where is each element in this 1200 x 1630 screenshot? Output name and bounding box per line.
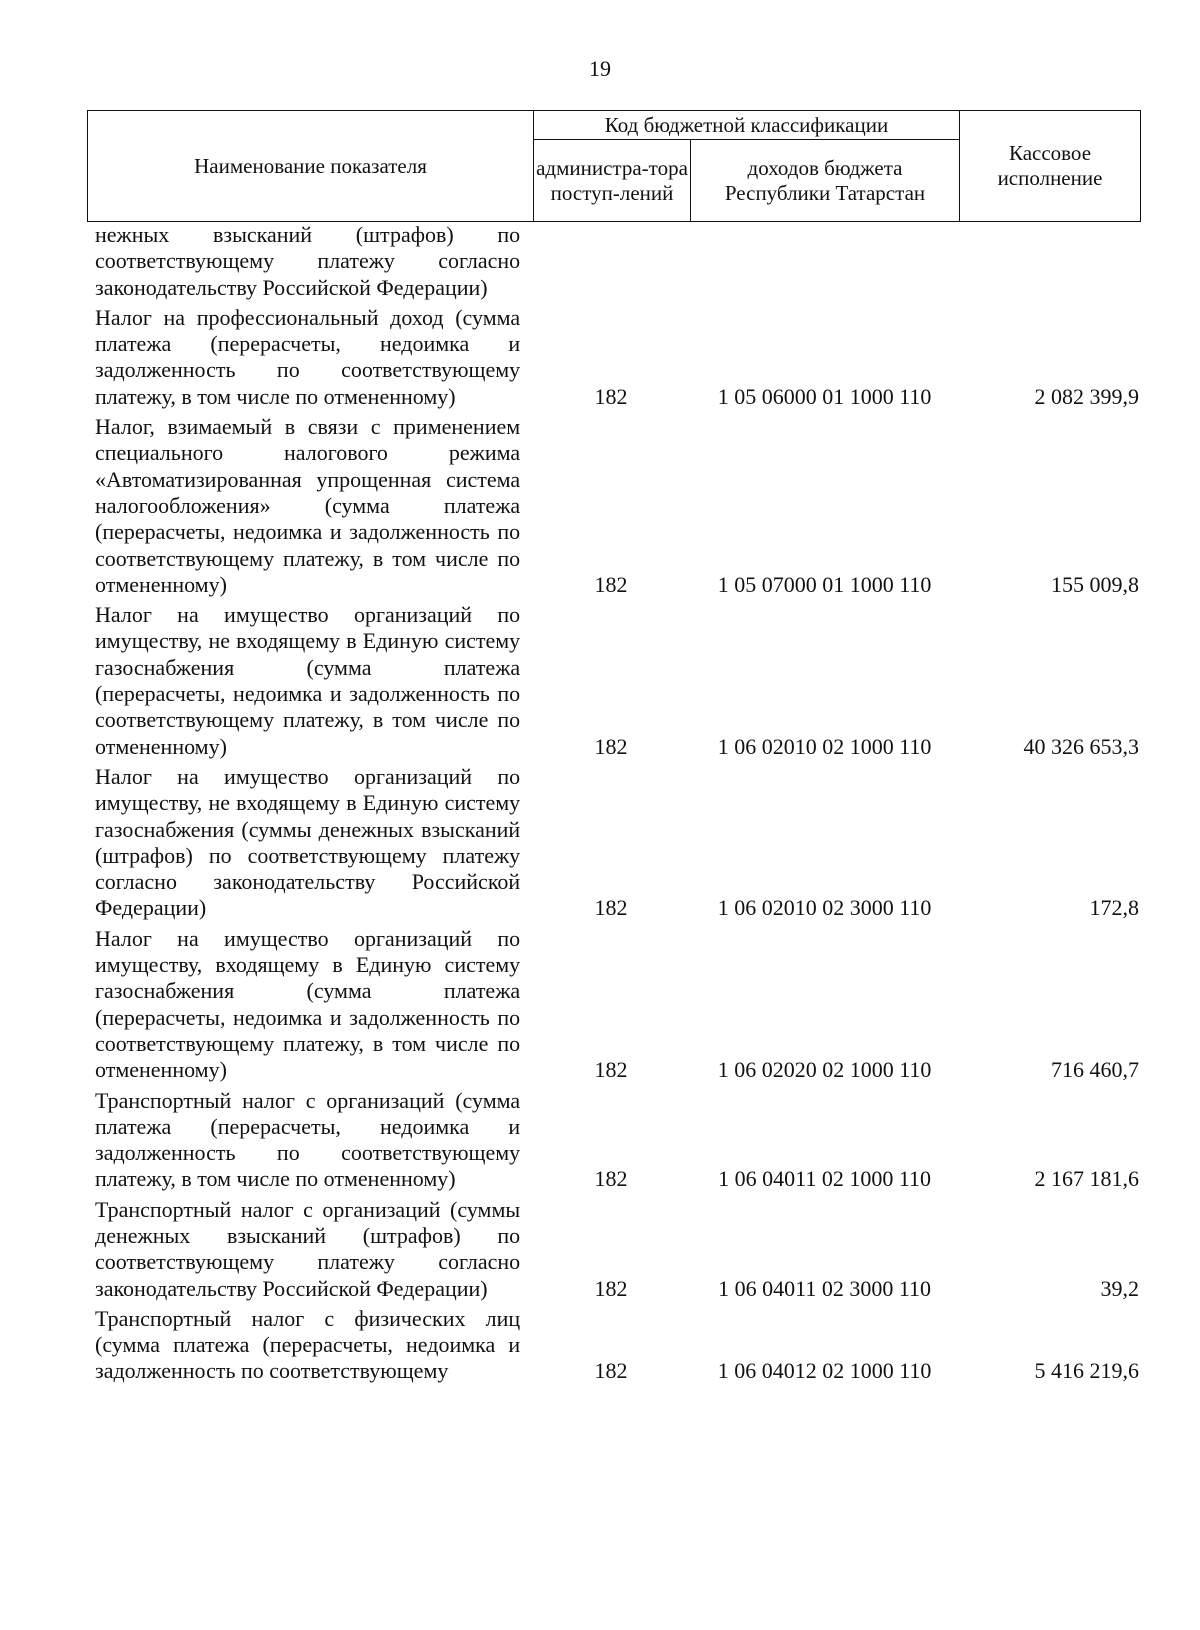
table-row (87, 764, 1141, 922)
income-code: 1 06 04011 02 1000 110 (718, 1166, 932, 1192)
indicator-name: Транспортный налог с организаций (сумма платежа (перерасчеты, недоимка и задолженность по соответствующему платежу, в том числе по отмененному) (95, 1087, 521, 1192)
cash-amount: 172,8 (1089, 895, 1139, 921)
income-code: 1 06 02020 02 1000 110 (717, 1057, 932, 1083)
admin-code: 182 (594, 895, 628, 921)
cash-amount: 155 009,8 (1051, 571, 1139, 597)
indicator-name: Налог, взимаемый в связи с применением специального налогового режима «Автоматизированная упрощенная система налогообложения» (сумма платежа (перерасчеты, недоимка и задолженность по соответствующему платежу, в том числе по отмененному) (95, 414, 521, 597)
admin-code: 182 (594, 733, 628, 759)
table-row (87, 1306, 1141, 1385)
table-row (87, 305, 1141, 410)
indicator-name: Налог на имущество организаций по имуществу, не входящему в Единую систему газоснабжения (сумма платежа (перерасчеты, недоимка и задолженность по соответствующему платежу, в том числе по отмененному) (95, 602, 521, 759)
indicator-name: Налог на имущество организаций по имуществу, входящему в Единую систему газоснабжения (сумма платежа (перерасчеты, недоимка и задолженность по соответствующему платежу, в том числе по отмененному) (95, 925, 521, 1083)
indicator-name: Транспортный налог с физических лиц (сумма платежа (перерасчеты, недоимка и задолженность по соответствующему (95, 1305, 521, 1384)
income-code: 1 06 02010 02 1000 110 (717, 733, 932, 759)
income-code: 1 05 07000 01 1000 110 (717, 571, 932, 597)
cash-amount: 5 416 219,6 (1034, 1358, 1139, 1384)
cash-amount: 2 082 399,9 (1034, 383, 1139, 409)
page-number: 19 (589, 56, 611, 81)
header-indicator-name: Наименование показателя (87, 110, 534, 222)
admin-code: 182 (594, 1057, 628, 1083)
admin-code: 182 (594, 1358, 628, 1384)
admin-code: 182 (594, 1275, 628, 1301)
income-code: 1 06 04012 02 1000 110 (717, 1358, 932, 1384)
cash-amount: 716 460,7 (1051, 1057, 1139, 1083)
table-row (87, 222, 1141, 301)
cash-amount: 2 167 181,6 (1034, 1166, 1139, 1192)
header-admin-code: администра-тора поступ-лений (533, 139, 691, 222)
income-code: 1 06 02010 02 3000 110 (717, 895, 932, 921)
admin-code: 182 (594, 383, 628, 409)
header-income-code: доходов бюджета Республики Татарстан (690, 139, 960, 222)
table-row (87, 1197, 1141, 1302)
cash-amount: 40 326 653,3 (1023, 733, 1139, 759)
table-row (87, 1088, 1141, 1193)
admin-code: 182 (594, 1166, 628, 1192)
indicator-name: Налог на имущество организаций по имуществу, не входящему в Единую систему газоснабжения (суммы денежных взысканий (штрафов) по соответствующему платежу согласно законодательству Российской Федерации) (95, 763, 521, 921)
indicator-name: Налог на профессиональный доход (сумма платежа (перерасчеты, недоимка и задолженность по соответствующему платежу, в том числе по отмененному) (95, 304, 521, 409)
cash-amount: 39,2 (1100, 1275, 1139, 1301)
indicator-name: нежных взысканий (штрафов) по соответствующему платежу согласно законодательству Российской Федерации) (95, 222, 521, 300)
indicator-name: Транспортный налог с организаций (суммы денежных взысканий (штрафов) по соответствующему платежу согласно законодательству Российской Федерации) (95, 1196, 521, 1301)
revenue-table (87, 110, 1141, 1385)
table-header (87, 110, 1141, 222)
income-code: 1 05 06000 01 1000 110 (717, 383, 932, 409)
table-row (87, 602, 1141, 760)
table-body (87, 222, 1141, 1385)
table-row (87, 926, 1141, 1084)
table-row (87, 414, 1141, 598)
income-code: 1 06 04011 02 3000 110 (718, 1275, 932, 1301)
admin-code: 182 (594, 571, 628, 597)
header-classification-code: Код бюджетной классификации (533, 110, 960, 140)
header-cash-execution: Кассовое исполнение (959, 110, 1141, 222)
